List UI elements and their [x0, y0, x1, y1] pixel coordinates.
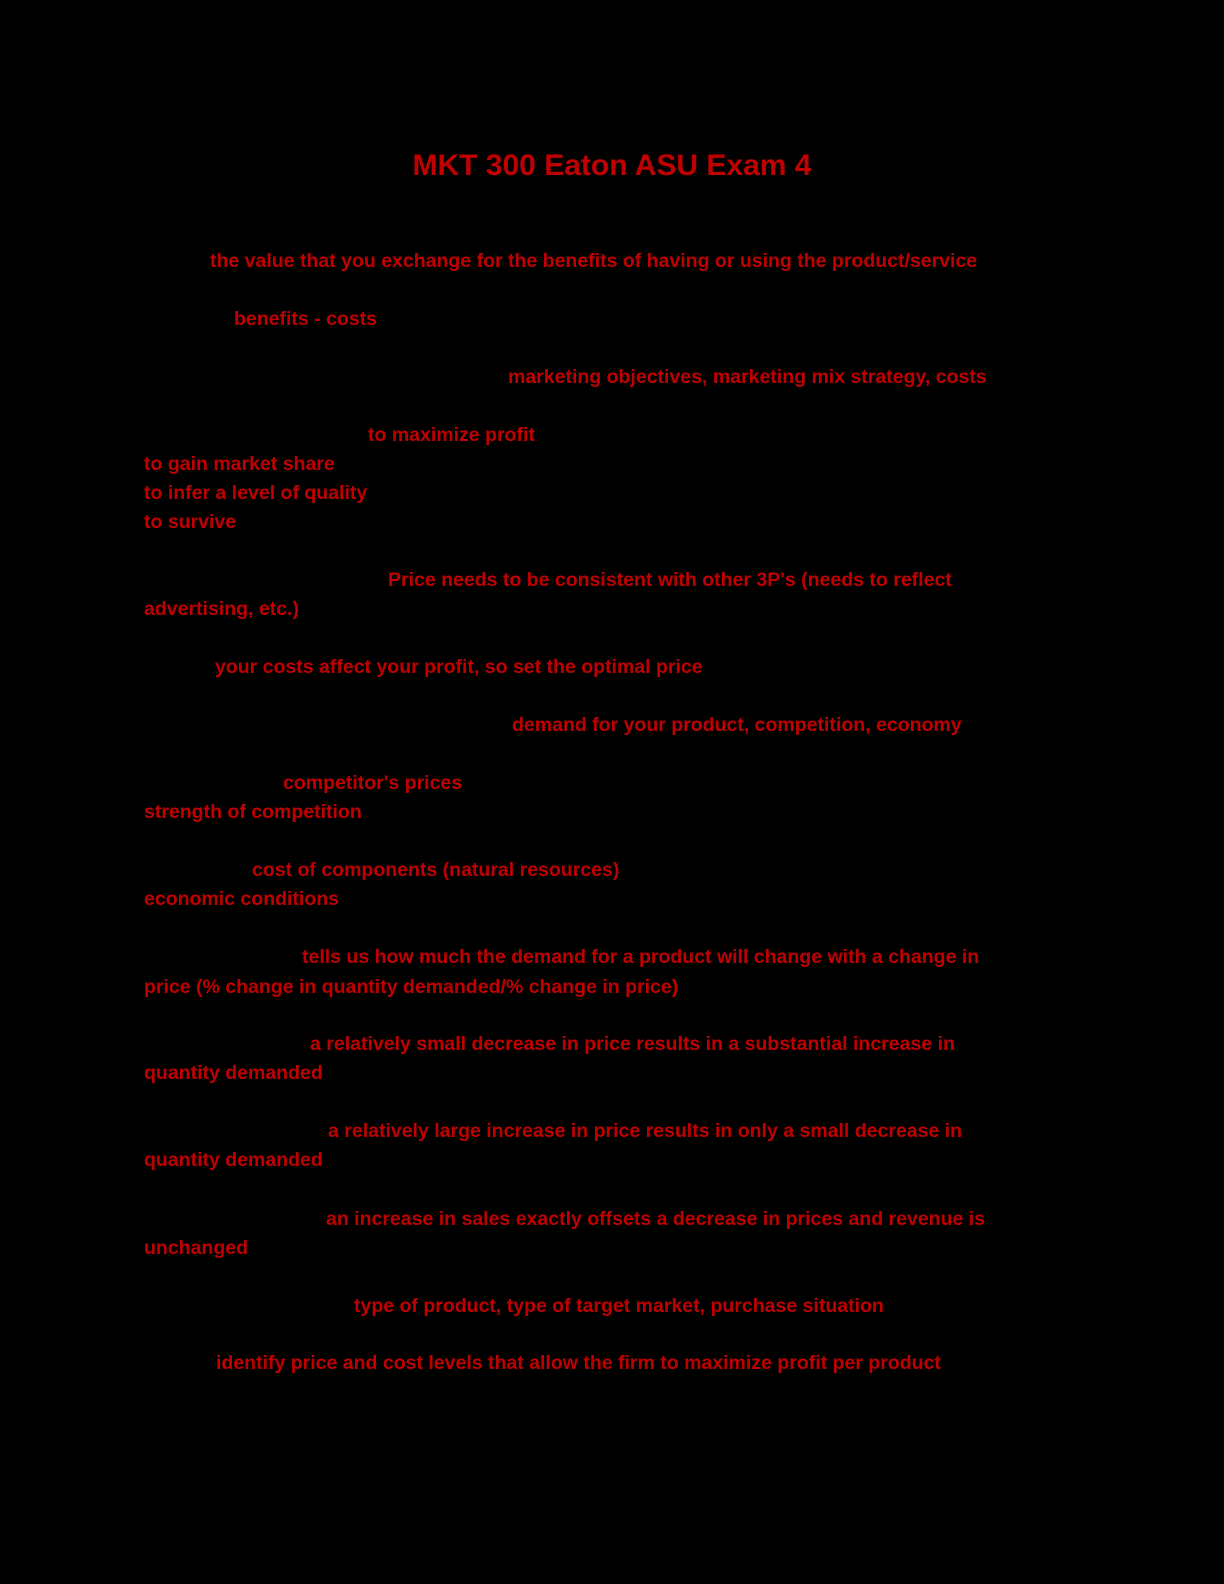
entry-line: price (% change in quantity demanded/% change in price) — [144, 976, 679, 998]
entry-line: a relatively large increase in price results in only a small decrease in — [328, 1120, 963, 1142]
entry-line: economic conditions — [144, 888, 340, 910]
entry-line: Price needs to be consistent with other 3P's (needs to reflect — [388, 569, 952, 591]
entry-line: advertising, etc.) — [144, 598, 299, 620]
entry-line: identify price and cost levels that allow the firm to maximize profit per product — [216, 1352, 941, 1374]
entry-line: cost of components (natural resources) — [252, 859, 620, 881]
entry-line: a relatively small decrease in price results in a substantial increase in — [310, 1033, 955, 1055]
entry-line: your costs affect your profit, so set the optimal price — [215, 656, 703, 678]
entry-line: unchanged — [144, 1237, 249, 1259]
entry-line: the value that you exchange for the benefits of having or using the product/service — [210, 250, 978, 272]
entry-line: strength of competition — [144, 801, 362, 823]
entry-line: to maximize profit — [368, 424, 535, 446]
entry-line: to infer a level of quality — [144, 482, 368, 504]
entry-line: to survive — [144, 511, 237, 533]
entry-line: to gain market share — [144, 453, 335, 475]
entry-line: marketing objectives, marketing mix strategy, costs — [508, 366, 987, 388]
entry-line: an increase in sales exactly offsets a decrease in prices and revenue is — [326, 1208, 986, 1230]
entry-line: demand for your product, competition, economy — [512, 714, 962, 736]
entry-line: competitor's prices — [283, 772, 463, 794]
entry-line: tells us how much the demand for a product will change with a change in — [302, 946, 980, 968]
entry-line: benefits - costs — [234, 308, 378, 330]
document-title: MKT 300 Eaton ASU Exam 4 — [412, 149, 812, 182]
entry-line: quantity demanded — [144, 1149, 323, 1171]
entry-line: type of product, type of target market, purchase situation — [354, 1295, 884, 1317]
entry-line: quantity demanded — [144, 1062, 323, 1084]
